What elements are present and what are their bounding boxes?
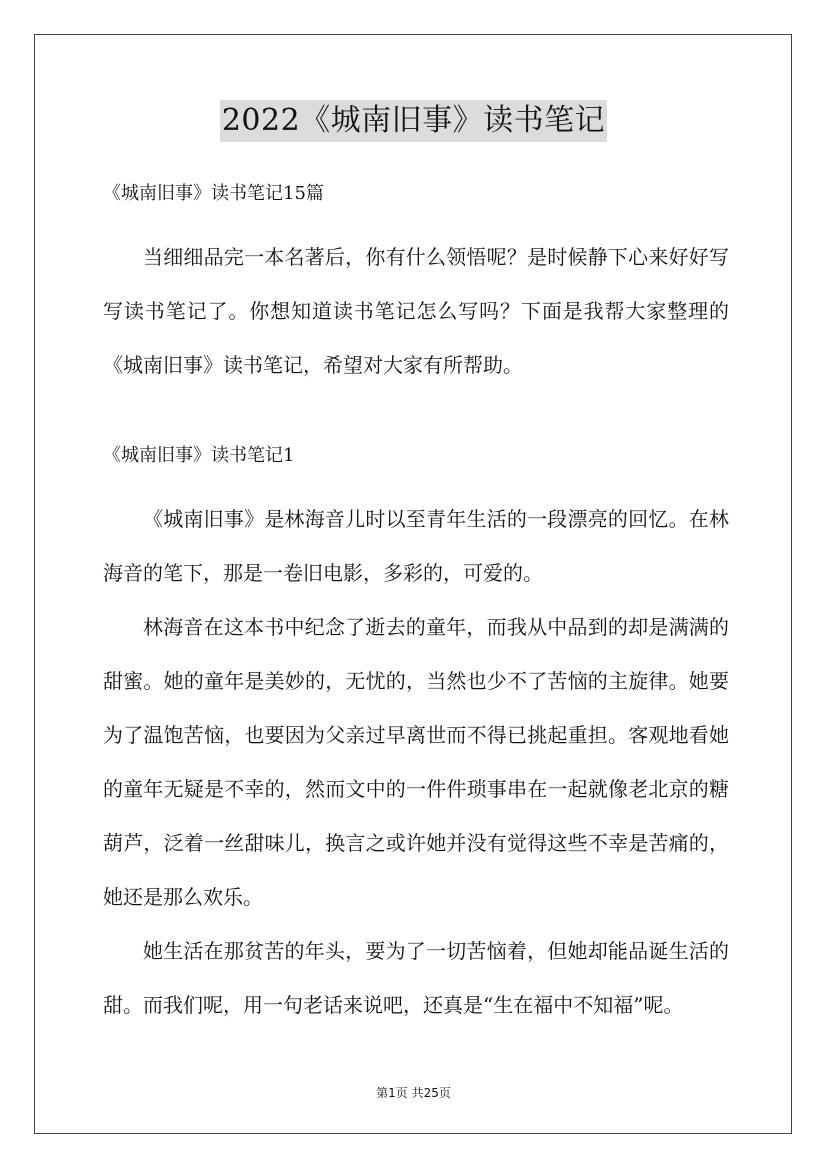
intro-paragraph: 当细细品完一本名著后，你有什么领悟呢？是时候静下心来好好写写读书笔记了。你想知道读书笔记怎么写吗？下面是我帮大家整理的《城南旧事》读书笔记，希望对大家有所帮助。	[103, 245, 729, 377]
page-number-footer: 第1页 共25页	[376, 1086, 451, 1100]
body-paragraph-1: 《城南旧事》是林海音儿时以至青年生活的一段漂亮的回忆。在林海音的笔下，那是一卷旧电影，多彩的，可爱的。	[103, 507, 729, 585]
document-subtitle: 《城南旧事》读书笔记15篇	[103, 183, 324, 204]
spacer	[103, 474, 729, 492]
document-title: 2022《城南旧事》读书笔记	[220, 100, 607, 142]
document-body	[103, 176, 729, 1032]
spacer	[103, 212, 729, 230]
body-paragraph-3: 她生活在那贫苦的年头，要为了一切苦恼着，但她却能品诞生活的甜。而我们呢，用一句老话来说吧，还真是“生在福中不知福”呢。	[103, 939, 729, 1017]
spacer	[103, 392, 729, 438]
section-heading: 《城南旧事》读书笔记1	[103, 445, 295, 466]
document-title-container	[0, 100, 827, 142]
body-paragraph-2: 林海音在这本书中纪念了逝去的童年，而我从中品到的却是满满的甜蜜。她的童年是美妙的，无忧的，当然也少不了苦恼的主旋律。她要为了温饱苦恼，也要因为父亲过早离世而不得已挑起重担。客观地看她的童年无疑是不幸的，然而文中的一件件琐事串在一起就像老北京的糖葫芦，泛着一丝甜味儿，换言之或许她并没有觉得这些不幸是苦痛的，她还是那么欢乐。	[103, 615, 729, 909]
